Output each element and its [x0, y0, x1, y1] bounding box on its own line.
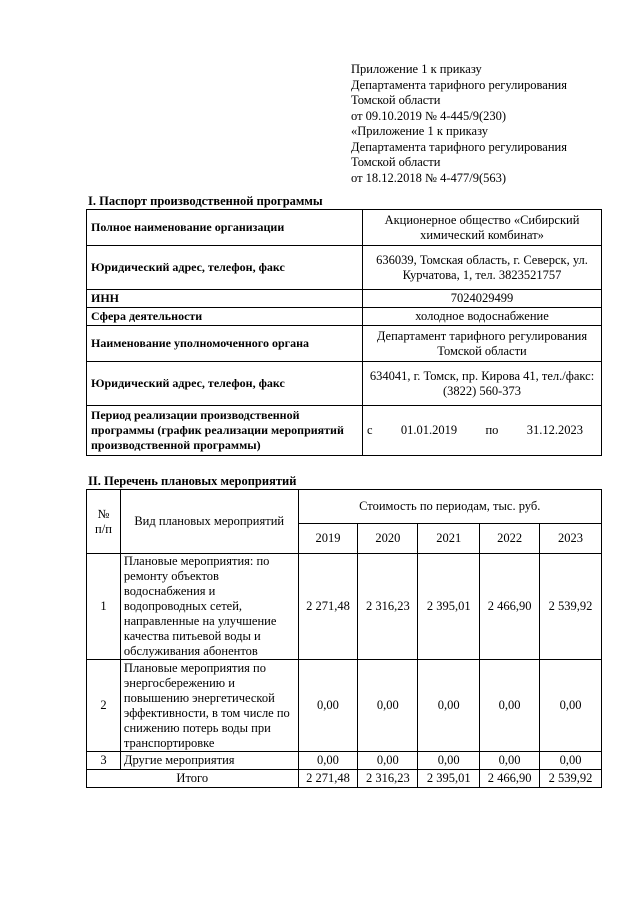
passport-label: Юридический адрес, телефон, факс	[87, 246, 363, 290]
year-header: 2019	[298, 524, 358, 554]
passport-value: 636039, Томская область, г. Северск, ул. Курчатова, 1, тел. 3823521757	[363, 246, 602, 290]
header-line: «Приложение 1 к приказу	[351, 124, 489, 138]
period-to-date: 31.12.2023	[526, 423, 583, 437]
row-name: Другие мероприятия	[120, 752, 298, 770]
row-value: 0,00	[358, 752, 418, 770]
row-value: 0,00	[358, 660, 418, 752]
col-header-name: Вид плановых мероприятий	[120, 490, 298, 554]
passport-table	[86, 209, 602, 456]
year-header: 2020	[358, 524, 418, 554]
row-num: 1	[87, 554, 121, 660]
passport-label: ИНН	[87, 290, 363, 308]
total-row	[87, 770, 602, 788]
header-line: Томской области	[351, 93, 441, 107]
passport-row-period	[87, 406, 602, 456]
row-value: 0,00	[298, 660, 358, 752]
row-value: 0,00	[418, 752, 480, 770]
period-value	[363, 406, 602, 456]
col-header-cost: Стоимость по периодам, тыс. руб.	[298, 490, 602, 524]
row-num: 2	[87, 660, 121, 752]
row-value: 2 395,01	[418, 554, 480, 660]
row-value: 0,00	[298, 752, 358, 770]
year-header: 2023	[540, 524, 602, 554]
header-line: от 18.12.2018 № 4-477/9(563)	[351, 170, 507, 185]
passport-row	[87, 326, 602, 362]
passport-row	[87, 362, 602, 406]
period-label: Период реализации производственной программы (график реализации мероприятий производственной программы)	[87, 406, 363, 456]
period-from-word: с	[367, 423, 373, 437]
row-name: Плановые мероприятия: по ремонту объектов водоснабжения и водопроводных сетей, направленные на улучшение качества питьевой воды и обслуживания абонентов	[120, 554, 298, 660]
passport-value: холодное водоснабжение	[363, 308, 602, 326]
header-line: Приложение 1 к приказу	[351, 62, 482, 76]
row-value: 0,00	[480, 752, 540, 770]
total-label: Итого	[87, 770, 299, 788]
row-value: 2 271,48	[298, 554, 358, 660]
row-name: Плановые мероприятия по энергосбережению и повышению энергетической эффективности, в том числе по снижению потерь воды при транспортировке	[120, 660, 298, 752]
year-header: 2021	[418, 524, 480, 554]
total-value: 2 466,90	[480, 770, 540, 788]
passport-row	[87, 246, 602, 290]
passport-label: Наименование уполномоченного органа	[87, 326, 363, 362]
order-header	[351, 62, 567, 186]
passport-value: Департамент тарифного регулирования Томской области	[363, 326, 602, 362]
col-header-num: № п/п	[87, 490, 121, 554]
row-num: 3	[87, 752, 121, 770]
passport-value: 7024029499	[363, 290, 602, 308]
total-value: 2 395,01	[418, 770, 480, 788]
passport-label: Полное наименование организации	[87, 210, 363, 246]
passport-label: Юридический адрес, телефон, факс	[87, 362, 363, 406]
header-line: Департамента тарифного регулирования	[351, 77, 567, 92]
period-from-date: 01.01.2019	[400, 423, 458, 437]
row-value: 2 539,92	[540, 554, 602, 660]
passport-label: Сфера деятельности	[87, 308, 363, 326]
table-row	[87, 752, 602, 770]
row-value: 0,00	[540, 752, 602, 770]
passport-value: Акционерное общество «Сибирский химический комбинат»	[363, 210, 602, 246]
total-value: 2 271,48	[298, 770, 358, 788]
row-value: 2 316,23	[358, 554, 418, 660]
row-value: 0,00	[480, 660, 540, 752]
header-line: Департамента тарифного регулирования	[351, 139, 567, 154]
section-1-title: I. Паспорт производственной программы	[88, 194, 323, 208]
period-to-word: по	[485, 423, 499, 437]
passport-row	[87, 210, 602, 246]
total-value: 2 316,23	[358, 770, 418, 788]
passport-row	[87, 290, 602, 308]
table-row	[87, 660, 602, 752]
header-line: от 09.10.2019 № 4-445/9(230)	[351, 108, 507, 123]
table-row	[87, 554, 602, 660]
header-line: Томской области	[351, 155, 441, 169]
row-value: 2 466,90	[480, 554, 540, 660]
passport-row	[87, 308, 602, 326]
year-header: 2022	[480, 524, 540, 554]
table-header-row	[87, 490, 602, 524]
row-value: 0,00	[418, 660, 480, 752]
row-value: 0,00	[540, 660, 602, 752]
passport-value: 634041, г. Томск, пр. Кирова 41, тел./факс: (3822) 560-373	[363, 362, 602, 406]
total-value: 2 539,92	[540, 770, 602, 788]
section-2-title: II. Перечень плановых мероприятий	[88, 474, 297, 488]
activities-table	[86, 489, 602, 788]
